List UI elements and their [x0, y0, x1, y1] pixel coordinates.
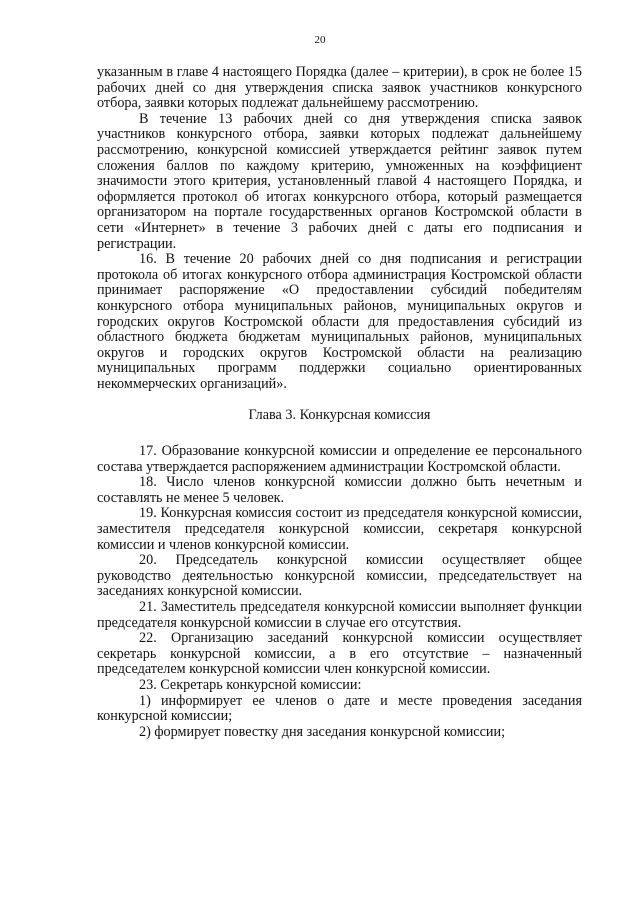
paragraph-16: 16. В течение 20 рабочих дней со дня подписания и регистрации протокола об итогах конкурсного отбора администрация Костромской области принимает распоряжение «О предоставлении субсидий победителям конкурсного отбора муниципальных районов, муниципальных округов и городских округов Костромской области для предоставления субсидий из областного бюджета бюджетам муниципальных районов, муниципальных округов и городских округов Костромской области на реализацию муниципальных программ поддержки социально ориентированных некоммерческих организаций».	[97, 251, 582, 392]
paragraph-21: 21. Заместитель председателя конкурсной комиссии выполняет функции председателя конкурсной комиссии в случае его отсутствия.	[97, 599, 582, 631]
paragraph-19: 19. Конкурсная комиссия состоит из председателя конкурсной комиссии, заместителя председателя конкурсной комиссии, секретаря конкурсной комиссии и членов конкурсной комиссии.	[97, 505, 582, 553]
body-text	[97, 65, 582, 740]
paragraph-18: 18. Число членов конкурсной комиссии должно быть нечетным и составлять не менее 5 человек.	[97, 474, 582, 506]
list-item-2: 2) формирует повестку дня заседания конкурсной комиссии;	[139, 723, 506, 740]
page-number: 20	[314, 34, 326, 46]
chapter-heading: Глава 3. Конкурсная комиссия	[248, 407, 431, 424]
paragraph-22: 22. Организацию заседаний конкурсной комиссии осуществляет секретарь конкурсной комиссии, а в его отсутствие – назначенный председателем конкурсной комиссии член конкурсной комиссии.	[97, 630, 582, 678]
paragraph-17: 17. Образование конкурсной комиссии и определение ее персонального состава утверждается распоряжением администрации Костромской области.	[97, 443, 582, 475]
paragraph-rating: В течение 13 рабочих дней со дня утверждения списка заявок участников конкурсного отбора, заявки которых подлежат дальнейшему рассмотрению, конкурсной комиссией утверждается рейтинг заявок путем сложения баллов по каждому критерию, умноженных на коэффициент значимости этого критерия, установленный главой 4 настоящего Порядка, и оформляется протокол об итогах конкурсного отбора, который размещается организатором на портале государственных органов Костромской области в сети «Интернет» в течение 3 рабочих дней с даты его подписания и регистрации.	[97, 110, 582, 252]
paragraph-continuation: указанным в главе 4 настоящего Порядка (далее – критерии), в срок не более 15 рабочих дней со дня утверждения списка заявок участников конкурсного отбора, заявки которых подлежат дальнейшему рассмотрению.	[97, 64, 582, 112]
list-item-1: 1) информирует ее членов о дате и месте проведения заседания конкурсной комиссии;	[97, 692, 582, 725]
paragraph-20: 20. Председатель конкурсной комиссии осуществляет общее руководство деятельностью конкурсной комиссии, председательствует на заседаниях конкурсной комиссии.	[97, 552, 582, 600]
paragraph-23: 23. Секретарь конкурсной комиссии:	[139, 676, 362, 693]
